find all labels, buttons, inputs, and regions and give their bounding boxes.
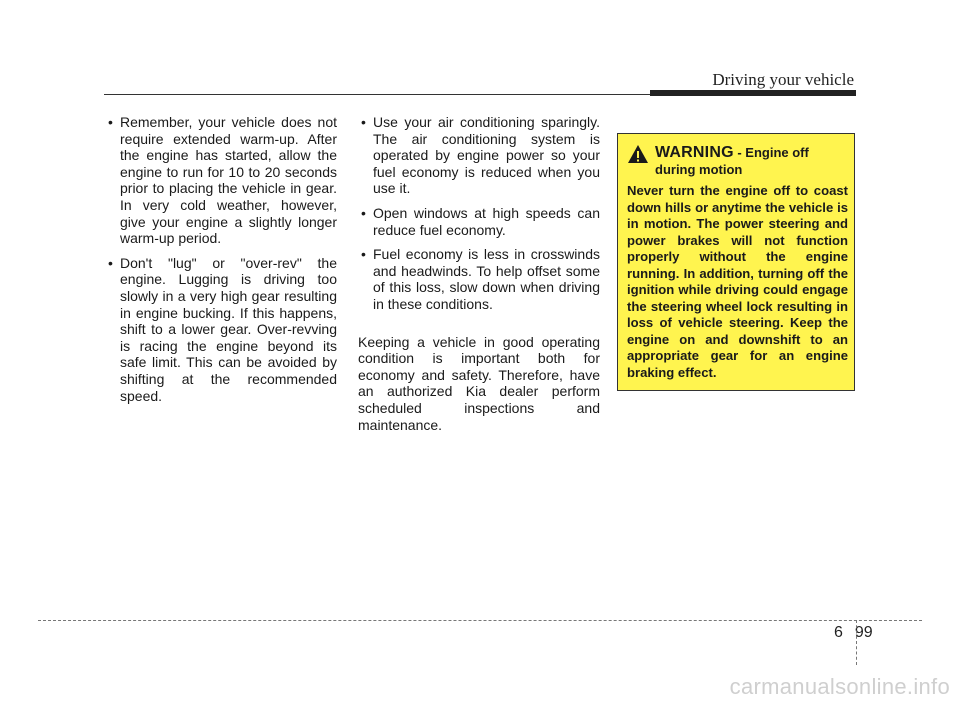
warning-title (655, 144, 809, 178)
warning-label: WARNING (655, 144, 734, 161)
warning-subtitle-2: during motion (655, 162, 743, 177)
warning-body: Never turn the engine off to coast down hills or anytime the vehicle is in motion. The power steering and power brakes will not function properly without the engine running. In addition, turning off the ignition while driving could engage the steering wheel lock resulting in loss of vehicle steering. Keep the engine on and downshift to an appropriate gear for an engine braking effect. (627, 183, 848, 380)
page-number-value: 99 (854, 624, 873, 641)
left-bullet-list (105, 114, 337, 404)
watermark: carmanualsonline.info (729, 674, 950, 699)
list-item: • Remember, your vehicle does not require extended warm-up. After the engine has started, allow the engine to run for 10 to 20 seconds prior to placing the vehicle in gear. In very cold weather, however, give your engine a slightly longer warm-up period. (105, 114, 337, 247)
left-column (105, 114, 337, 412)
warning-box (617, 133, 855, 391)
list-item: • Open windows at high speeds can reduce fuel economy. (358, 205, 600, 238)
header-accent-bar (650, 90, 856, 96)
maintenance-paragraph: Keeping a vehicle in good operating condition is important both for economy and safety. Therefore, have an authorized Kia dealer perform scheduled inspections and maintenance. (358, 333, 600, 433)
list-item: • Use your air conditioning sparingly. The air conditioning system is operated by engine power so your fuel economy is reduced when you use it. (358, 114, 600, 197)
list-item: • Fuel economy is less in crosswinds and headwinds. To help offset some of this loss, slow down when driving in these conditions. (358, 246, 600, 312)
warning-subtitle-1: - Engine off (733, 145, 809, 160)
chapter-number: 6 (834, 624, 843, 641)
page-number (834, 624, 873, 642)
warning-triangle-icon (627, 144, 649, 164)
middle-bullet-list (358, 114, 600, 313)
header-rule (104, 94, 650, 95)
footer-vertical-dash (856, 620, 857, 665)
list-item: • Don't "lug" or "over-rev" the engine. Lugging is driving too slowly in a very high gear resulting in engine bucking. If this happens, shift to a lower gear. Over-revving is racing the engine beyond its safe limit. This can be avoided by shifting at the recommended speed. (105, 255, 337, 404)
warning-header (627, 144, 848, 178)
footer-dashed-rule (38, 620, 922, 621)
page-header-title: Driving your vehicle (712, 70, 854, 89)
middle-column (358, 114, 600, 433)
